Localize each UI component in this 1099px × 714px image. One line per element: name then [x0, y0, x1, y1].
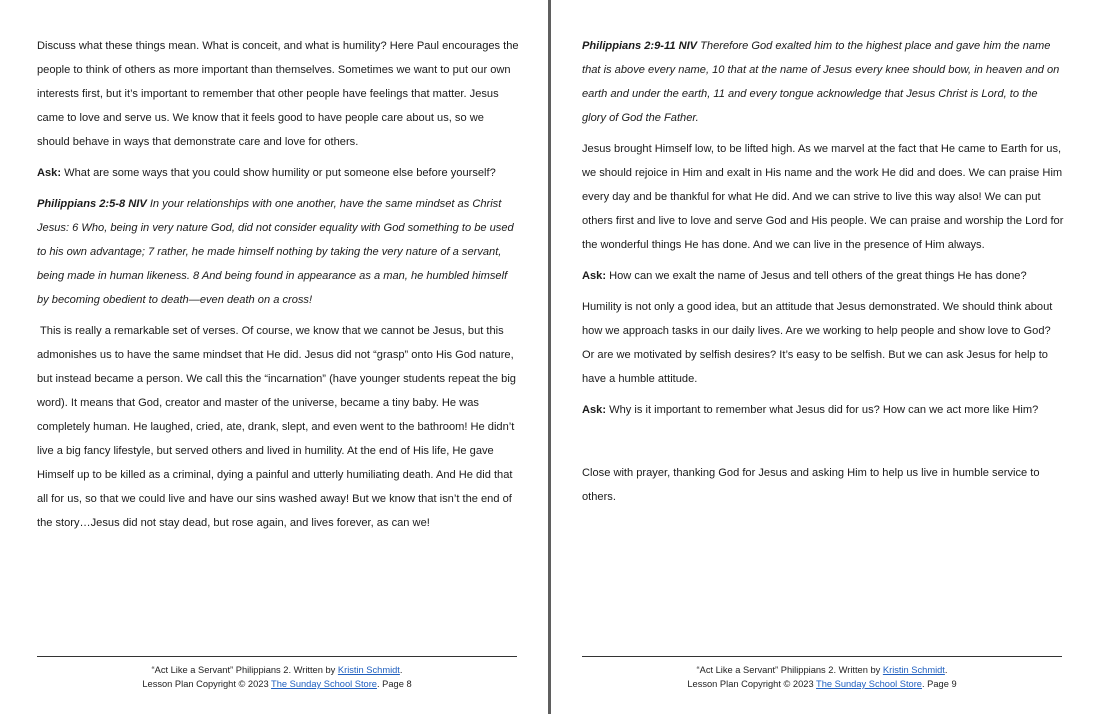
footer-title: “Act Like a Servant” Philippians 2. Written by [696, 665, 883, 675]
footer-line-1 [582, 663, 1062, 677]
footer-page-prefix: . Page [921, 679, 952, 689]
paragraph-incarnation: This is really a remarkable set of verses. Of course, we know that we cannot be Jesus, but this admonishes us to have the same mindset that He did. Jesus did not “grasp” onto His God nature, but instead became a person. We call this the “incarnation” (have younger students repeat the big word). It means that God, creator and master of the universe, became a tiny baby. He was completely human. He laughed, cried, ate, drank, slept, and even went to the bathroom! He didn’t live a big fancy lifestyle, but served others and lived in humility. At the end of His life, He gave Himself up to be killed as a criminal, dying a painful and utterly humiliating death. And He did that all for us, so that we could live and have our sins washed away! But we know that isn’t the end of the story…Jesus did not stay dead, but rose again, and lives forever, as can we! [37, 325, 516, 529]
author-link[interactable]: Kristin Schmidt [882, 665, 945, 675]
footer-period: . [399, 665, 403, 675]
verse-text: In your relationships with one another, have the same mindset as Christ Jesus: 6 Who, being in very nature God, did not consider equality with God something to be used to his own advantage; 7 rather, he made himself nothing by taking the very nature of a servant, being made in human likeness. 8 And being found in appearance as a man, he humbled himself by becoming obedient to death—even death on a cross! [37, 198, 514, 306]
ask-question-1 [37, 161, 519, 185]
verse-reference: Philippians 2:5-8 NIV [37, 198, 147, 210]
page-number: 8 [406, 679, 412, 689]
page-8-content [37, 34, 519, 542]
ask-label: Ask: [37, 167, 62, 179]
footer-copyright: Lesson Plan Copyright © 2023 [142, 679, 272, 689]
paragraph-lifted-high: Jesus brought Himself low, to be lifted high. As we marvel at the fact that He came to Earth for us, we should rejoice in Him and exalt in His name and the work He did and does. We can praise Him every day and be thankful for what He did. And we can strive to live this way also! We can put others first and live to love and serve God and His people. We can praise and worship the Lord for the wonderful things He has done. And we can live in the presence of Him always. [582, 143, 1064, 251]
footer-line-1 [37, 663, 517, 677]
ask-question-2 [582, 264, 1064, 288]
page-9-content [582, 34, 1064, 516]
page-8 [0, 0, 548, 714]
verse-block-phil-2-5 [37, 192, 519, 312]
page-9-footer [582, 656, 1062, 691]
footer-line-2 [582, 677, 1062, 691]
footer-period: . [944, 665, 948, 675]
ask-question-3 [582, 398, 1064, 422]
ask-label: Ask: [582, 270, 607, 282]
store-link[interactable]: The Sunday School Store [816, 679, 922, 689]
paragraph-humility: Humility is not only a good idea, but an attitude that Jesus demonstrated. We should think about how we approach tasks in our daily lives. Are we working to help people and show love to God? Or are we motivated by selfish desires? It’s easy to be selfish. But we can ask Jesus for help to have a humble attitude. [582, 301, 1053, 385]
page-9 [551, 0, 1099, 714]
blank-space [582, 429, 1064, 461]
store-link[interactable]: The Sunday School Store [271, 679, 377, 689]
paragraph-discuss: Discuss what these things mean. What is conceit, and what is humility? Here Paul encourages the people to think of others as more important than themselves. Sometimes we want to put our own interests first, but it’s important to remember that other people have feelings that matter. Jesus came to love and serve us. We know that it feels good to have people care about us, so we should behave in ways that demonstrate care and love for others. [37, 40, 519, 148]
ask-text: How can we exalt the name of Jesus and tell others of the great things He has done? [606, 270, 1027, 282]
footer-copyright: Lesson Plan Copyright © 2023 [687, 679, 817, 689]
page-number: 9 [951, 679, 957, 689]
ask-text: What are some ways that you could show humility or put someone else before yourself? [61, 167, 496, 179]
footer-page-prefix: . Page [376, 679, 407, 689]
footer-title: “Act Like a Servant” Philippians 2. Written by [151, 665, 338, 675]
verse-text: Therefore God exalted him to the highest place and gave him the name that is above every name, 10 that at the name of Jesus every knee should bow, in heaven and on earth and under the earth, 11 and every tongue acknowledge that Jesus Christ is Lord, to the glory of God the Father. [582, 40, 1060, 124]
ask-text: Why is it important to remember what Jesus did for us? How can we act more like Him? [606, 404, 1039, 416]
author-link[interactable]: Kristin Schmidt [337, 665, 400, 675]
ask-label: Ask: [582, 404, 607, 416]
paragraph-closing-prayer: Close with prayer, thanking God for Jesus and asking Him to help us live in humble service to others. [582, 467, 1040, 503]
footer-line-2 [37, 677, 517, 691]
verse-block-phil-2-9 [582, 34, 1064, 130]
page-8-footer [37, 656, 517, 691]
verse-reference: Philippians 2:9-11 NIV [582, 40, 698, 52]
